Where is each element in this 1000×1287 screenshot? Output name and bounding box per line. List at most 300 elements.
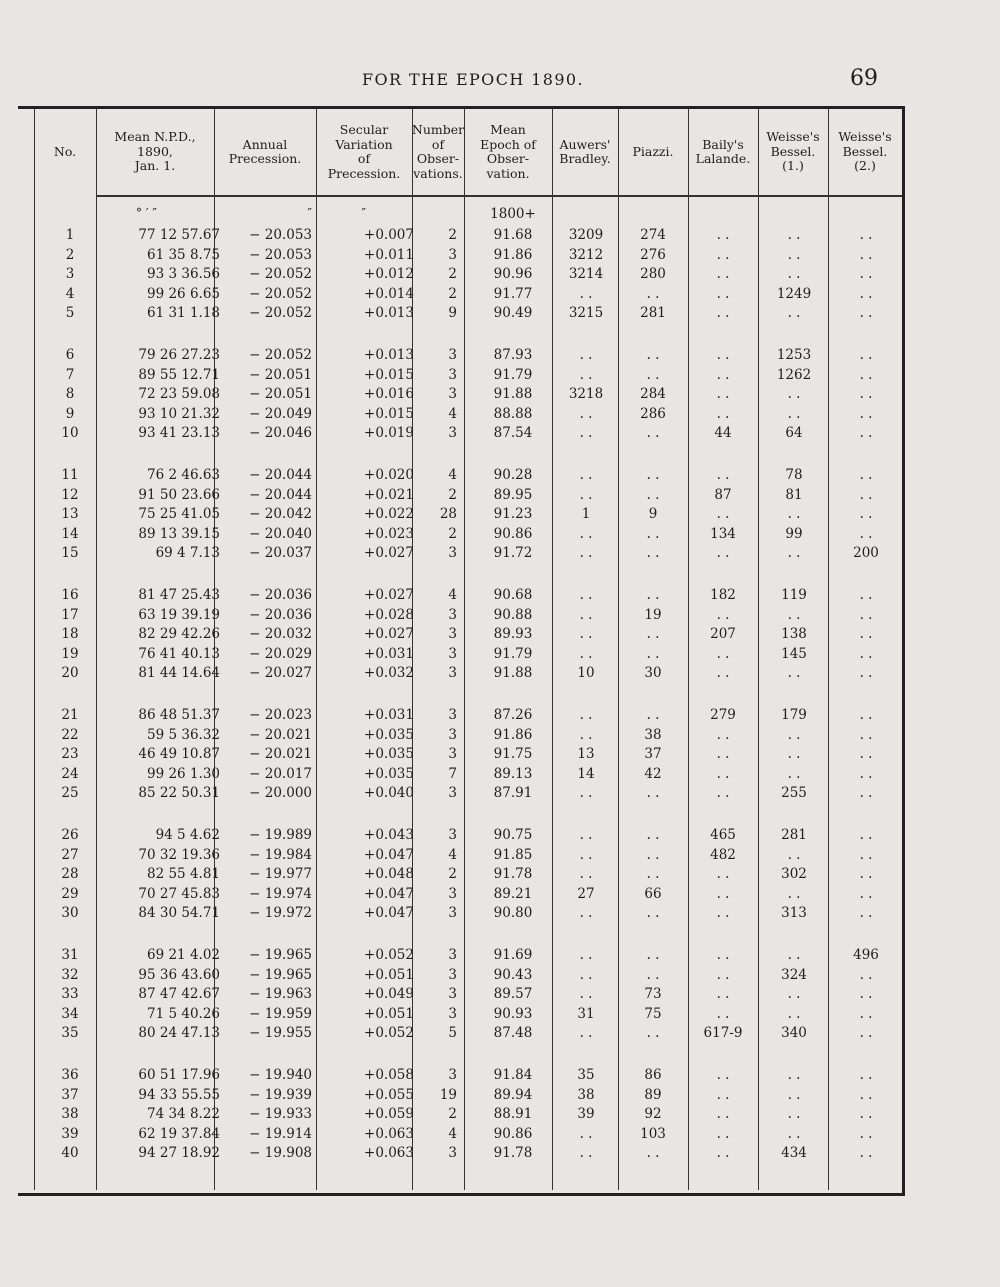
piazzi-cell: . .: [646, 545, 660, 562]
weisse-bessel-2-cell: . .: [859, 785, 873, 802]
mean-npd-cell: 94 33 55.55: [138, 1086, 220, 1103]
col-header-weisse-bessel-2: Weisse's Bessel. (2.): [838, 129, 892, 174]
mean-npd-cell: 70 32 19.36: [138, 846, 220, 863]
secular-variation-cell: +0.032: [364, 665, 414, 682]
secular-variation-cell: +0.035: [364, 746, 414, 763]
secular-variation-cell: +0.063: [364, 1145, 414, 1162]
star-number-cell: 21: [61, 707, 79, 723]
table-row: [18, 827, 902, 847]
auwers-bradley-cell: . .: [579, 626, 593, 643]
npd-unit: ° ′ ″: [136, 206, 157, 220]
number-of-observations-cell: 2: [448, 1106, 457, 1123]
annual-precession-cell: − 19.965: [249, 947, 312, 963]
table-row: [18, 545, 902, 565]
secular-variation-cell: +0.015: [364, 366, 414, 383]
weisse-bessel-2-cell: . .: [859, 506, 873, 523]
star-number-cell: 19: [61, 645, 79, 662]
piazzi-cell: 103: [640, 1125, 666, 1142]
secular-variation-cell: +0.063: [364, 1125, 414, 1142]
baily-lalande-cell: 87: [714, 486, 732, 503]
weisse-bessel-2-cell: . .: [859, 846, 873, 863]
star-number-cell: 25: [61, 785, 79, 802]
star-number-cell: 6: [65, 347, 75, 363]
star-number-cell: 33: [61, 986, 79, 1003]
table-row: [18, 1067, 902, 1087]
star-number-cell: 34: [61, 1005, 79, 1022]
number-of-observations-cell: 19: [439, 1086, 457, 1103]
table-row: [18, 707, 902, 727]
star-number-cell: 31: [61, 947, 79, 963]
baily-lalande-cell: . .: [716, 246, 730, 263]
auwers-bradley-cell: 3215: [568, 305, 604, 322]
auwers-bradley-cell: . .: [579, 606, 593, 623]
weisse-bessel-2-cell: . .: [859, 986, 873, 1003]
mean-epoch-cell: 91.69: [493, 947, 533, 963]
mean-npd-cell: 81 44 14.64: [138, 665, 220, 682]
secular-variation-cell: +0.011: [364, 246, 414, 263]
table-row: [18, 607, 902, 627]
page-number: 69: [850, 66, 878, 91]
piazzi-cell: 75: [644, 1005, 662, 1022]
weisse-bessel-2-cell: . .: [859, 606, 873, 623]
weisse-bessel-1-cell: . .: [787, 885, 801, 902]
table-row: [18, 386, 902, 406]
mean-epoch-cell: 90.86: [493, 525, 533, 542]
baily-lalande-cell: . .: [716, 665, 730, 682]
mean-epoch-cell: 91.79: [493, 366, 533, 383]
table-row: [18, 986, 902, 1006]
auwers-bradley-cell: 1: [581, 506, 591, 523]
col-header-mean-epoch: Mean Epoch of Obser- vation.: [480, 122, 536, 181]
mean-epoch-cell: 89.95: [493, 486, 533, 503]
piazzi-cell: . .: [646, 366, 660, 383]
star-number-cell: 37: [61, 1086, 79, 1103]
baily-lalande-cell: . .: [716, 785, 730, 802]
number-of-observations-cell: 9: [448, 305, 457, 322]
col-header-piazzi: Piazzi.: [632, 143, 674, 159]
baily-lalande-cell: . .: [716, 1125, 730, 1142]
table-row: [18, 506, 902, 526]
star-number-cell: 4: [65, 285, 75, 302]
units-row: [18, 206, 902, 226]
star-number-cell: 12: [61, 486, 79, 503]
secular-variation-cell: +0.028: [364, 606, 414, 623]
secular-variation-cell: +0.052: [364, 947, 414, 963]
weisse-bessel-1-cell: . .: [787, 1086, 801, 1103]
piazzi-cell: 274: [640, 227, 666, 243]
secular-variation-cell: +0.051: [364, 966, 414, 983]
number-of-observations-cell: 3: [448, 1145, 457, 1162]
number-of-observations-cell: 3: [448, 386, 457, 403]
mean-epoch-cell: 87.26: [493, 707, 533, 723]
table-row: [18, 526, 902, 546]
col-header-secular-variation: Secular Variation of Precession.: [327, 122, 401, 181]
number-of-observations-cell: 3: [448, 785, 457, 802]
star-number-cell: 28: [61, 866, 79, 883]
number-of-observations-cell: 3: [448, 665, 457, 682]
baily-lalande-cell: 207: [710, 626, 736, 643]
table-row: [18, 227, 902, 247]
table-row: [18, 646, 902, 666]
weisse-bessel-1-cell: 119: [781, 587, 807, 603]
auwers-bradley-cell: 3209: [568, 227, 604, 243]
piazzi-cell: 66: [644, 885, 662, 902]
baily-lalande-cell: . .: [716, 905, 730, 922]
annual-precession-cell: − 19.955: [249, 1025, 312, 1042]
mean-epoch-cell: 91.68: [493, 227, 533, 243]
mean-npd-cell: 93 41 23.13: [138, 425, 220, 442]
annual-precession-cell: − 20.052: [249, 305, 312, 322]
secular-variation-cell: +0.047: [364, 846, 414, 863]
weisse-bessel-2-cell: . .: [859, 1125, 873, 1142]
mean-epoch-cell: 89.13: [493, 765, 533, 782]
mean-npd-cell: 89 55 12.71: [138, 366, 220, 383]
star-number-cell: 27: [61, 846, 79, 863]
table-row: [18, 905, 902, 925]
annual-precession-cell: − 20.027: [249, 665, 312, 682]
auwers-bradley-cell: 39: [577, 1106, 595, 1123]
secular-variation-cell: +0.020: [364, 467, 414, 483]
star-number-cell: 36: [61, 1067, 79, 1083]
auwers-bradley-cell: 13: [577, 746, 595, 763]
auwers-bradley-cell: 38: [577, 1086, 595, 1103]
secular-variation-cell: +0.021: [364, 486, 414, 503]
weisse-bessel-1-cell: 138: [781, 626, 807, 643]
table-row: [18, 1087, 902, 1107]
weisse-bessel-2-cell: . .: [859, 626, 873, 643]
weisse-bessel-2-cell: . .: [859, 386, 873, 403]
mean-epoch-cell: 91.23: [493, 506, 533, 523]
star-number-cell: 7: [65, 366, 75, 383]
number-of-observations-cell: 3: [448, 246, 457, 263]
baily-lalande-cell: . .: [716, 746, 730, 763]
table-row: [18, 746, 902, 766]
star-number-cell: 2: [65, 246, 75, 263]
baily-lalande-cell: . .: [716, 386, 730, 403]
auwers-bradley-cell: . .: [579, 1025, 593, 1042]
secular-variation-cell: +0.014: [364, 285, 414, 302]
weisse-bessel-1-cell: 1262: [776, 366, 812, 383]
weisse-bessel-1-cell: . .: [787, 846, 801, 863]
star-number-cell: 1: [65, 227, 75, 243]
auwers-bradley-cell: . .: [579, 525, 593, 542]
star-number-cell: 20: [61, 665, 79, 682]
auwers-bradley-cell: . .: [579, 1145, 593, 1162]
weisse-bessel-2-cell: . .: [859, 525, 873, 542]
weisse-bessel-2-cell: . .: [859, 366, 873, 383]
table-row: [18, 367, 902, 387]
annual-precession-cell: − 19.984: [249, 846, 312, 863]
annual-precession-cell: − 20.023: [249, 707, 312, 723]
weisse-bessel-1-cell: 179: [781, 707, 807, 723]
weisse-bessel-1-cell: . .: [787, 1125, 801, 1142]
mean-npd-cell: 93 10 21.32: [138, 405, 220, 422]
number-of-observations-cell: 2: [448, 525, 457, 542]
mean-epoch-cell: 90.68: [493, 587, 533, 603]
auwers-bradley-cell: 35: [577, 1067, 595, 1083]
number-of-observations-cell: 3: [448, 947, 457, 963]
secular-variation-cell: +0.015: [364, 405, 414, 422]
number-of-observations-cell: 3: [448, 626, 457, 643]
star-number-cell: 23: [61, 746, 79, 763]
mean-epoch-cell: 91.84: [493, 1067, 533, 1083]
weisse-bessel-2-cell: . .: [859, 1025, 873, 1042]
baily-lalande-cell: . .: [716, 1106, 730, 1123]
annual-precession-cell: − 19.959: [249, 1005, 312, 1022]
piazzi-cell: . .: [646, 947, 660, 963]
number-of-observations-cell: 3: [448, 885, 457, 902]
star-number-cell: 30: [61, 905, 79, 922]
annual-precession-cell: − 19.914: [249, 1125, 312, 1142]
secular-variation-cell: +0.027: [364, 626, 414, 643]
mean-epoch-cell: 90.28: [493, 467, 533, 483]
mean-npd-cell: 95 36 43.60: [138, 966, 220, 983]
weisse-bessel-1-cell: . .: [787, 305, 801, 322]
weisse-bessel-1-cell: . .: [787, 986, 801, 1003]
number-of-observations-cell: 2: [448, 266, 457, 283]
mean-npd-cell: 89 13 39.15: [138, 525, 220, 542]
mean-epoch-cell: 91.88: [493, 386, 533, 403]
baily-lalande-cell: . .: [716, 347, 730, 363]
weisse-bessel-1-cell: . .: [787, 545, 801, 562]
col-header-no: No.: [53, 143, 77, 159]
number-of-observations-cell: 3: [448, 645, 457, 662]
weisse-bessel-2-cell: . .: [859, 966, 873, 983]
piazzi-cell: 92: [644, 1106, 662, 1123]
auwers-bradley-cell: 3218: [568, 386, 604, 403]
annual-precession-cell: − 20.052: [249, 347, 312, 363]
weisse-bessel-2-cell: . .: [859, 707, 873, 723]
weisse-bessel-2-cell: . .: [859, 347, 873, 363]
col-header-npd: Mean N.P.D., 1890, Jan. 1.: [114, 129, 196, 174]
piazzi-cell: 42: [644, 765, 662, 782]
mean-npd-cell: 82 55 4.81: [147, 866, 220, 883]
piazzi-cell: 19: [644, 606, 662, 623]
star-number-cell: 16: [61, 587, 79, 603]
annual-precession-cell: − 20.051: [249, 386, 312, 403]
auwers-bradley-cell: 31: [577, 1005, 595, 1022]
baily-lalande-cell: . .: [716, 266, 730, 283]
star-number-cell: 24: [61, 765, 79, 782]
table-row: [18, 1006, 902, 1026]
annual-precession-cell: − 20.036: [249, 587, 312, 603]
mean-npd-cell: 70 27 45.83: [138, 885, 220, 902]
weisse-bessel-2-cell: . .: [859, 425, 873, 442]
mean-npd-cell: 76 41 40.13: [138, 645, 220, 662]
piazzi-cell: . .: [646, 827, 660, 843]
baily-lalande-cell: . .: [716, 545, 730, 562]
star-number-cell: 8: [65, 386, 75, 403]
mean-npd-cell: 87 47 42.67: [138, 986, 220, 1003]
secular-variation-cell: +0.035: [364, 726, 414, 743]
mean-epoch-cell: 91.79: [493, 645, 533, 662]
secular-variation-cell: +0.035: [364, 765, 414, 782]
baily-lalande-cell: 465: [710, 827, 736, 843]
piazzi-cell: . .: [646, 1025, 660, 1042]
table-row: [18, 467, 902, 487]
secular-variation-cell: +0.052: [364, 1025, 414, 1042]
mean-epoch-cell: 89.57: [493, 986, 533, 1003]
mean-npd-cell: 82 29 42.26: [138, 626, 220, 643]
auwers-bradley-cell: . .: [579, 966, 593, 983]
col-header-baily-lalande: Baily's Lalande.: [695, 136, 751, 166]
secular-variation-cell: +0.019: [364, 425, 414, 442]
mean-epoch-cell: 90.49: [493, 305, 533, 322]
mean-npd-cell: 46 49 10.87: [138, 746, 220, 763]
star-number-cell: 11: [61, 467, 79, 483]
star-number-cell: 14: [61, 525, 79, 542]
weisse-bessel-2-cell: . .: [859, 486, 873, 503]
mean-epoch-cell: 87.48: [493, 1025, 533, 1042]
auwers-bradley-cell: . .: [579, 405, 593, 422]
weisse-bessel-2-cell: . .: [859, 665, 873, 682]
star-number-cell: 39: [61, 1125, 79, 1142]
weisse-bessel-2-cell: . .: [859, 645, 873, 662]
weisse-bessel-1-cell: . .: [787, 227, 801, 243]
header-rule: [96, 195, 902, 197]
weisse-bessel-1-cell: 340: [781, 1025, 807, 1042]
mean-npd-cell: 61 35 8.75: [147, 246, 220, 263]
annual-precession-cell: − 20.037: [249, 545, 312, 562]
weisse-bessel-1-cell: . .: [787, 506, 801, 523]
annual-precession-cell: − 19.972: [249, 905, 312, 922]
annual-precession-cell: − 20.051: [249, 366, 312, 383]
weisse-bessel-1-cell: . .: [787, 947, 801, 963]
auwers-bradley-cell: . .: [579, 425, 593, 442]
auwers-bradley-cell: . .: [579, 827, 593, 843]
star-number-cell: 38: [61, 1106, 79, 1123]
number-of-observations-cell: 3: [448, 347, 457, 363]
weisse-bessel-1-cell: 64: [785, 425, 803, 442]
annual-precession-cell: − 20.040: [249, 525, 312, 542]
mean-epoch-cell: 91.77: [493, 285, 533, 302]
mean-npd-cell: 94 27 18.92: [138, 1145, 220, 1162]
secular-variation-cell: +0.047: [364, 905, 414, 922]
weisse-bessel-2-cell: . .: [859, 467, 873, 483]
auwers-bradley-cell: . .: [579, 347, 593, 363]
baily-lalande-cell: . .: [716, 1005, 730, 1022]
auwers-bradley-cell: . .: [579, 947, 593, 963]
weisse-bessel-2-cell: . .: [859, 1145, 873, 1162]
mean-npd-cell: 76 2 46.63: [147, 467, 220, 483]
auwers-bradley-cell: . .: [579, 486, 593, 503]
weisse-bessel-2-cell: . .: [859, 726, 873, 743]
piazzi-cell: . .: [646, 966, 660, 983]
auwers-bradley-cell: . .: [579, 785, 593, 802]
baily-lalande-cell: . .: [716, 285, 730, 302]
annual-precession-cell: − 19.963: [249, 986, 312, 1003]
weisse-bessel-1-cell: . .: [787, 246, 801, 263]
mean-epoch-cell: 90.43: [493, 966, 533, 983]
weisse-bessel-2-cell: . .: [859, 885, 873, 902]
baily-lalande-cell: . .: [716, 1086, 730, 1103]
baily-lalande-cell: . .: [716, 305, 730, 322]
baily-lalande-cell: 182: [710, 587, 736, 603]
baily-lalande-cell: 134: [710, 525, 736, 542]
mean-npd-cell: 94 5 4.62: [155, 827, 220, 843]
annual-precession-cell: − 19.989: [249, 827, 312, 843]
running-title: FOR THE EPOCH 1890.: [362, 70, 584, 89]
annual-precession-cell: − 20.053: [249, 227, 312, 243]
table-row: [18, 347, 902, 367]
number-of-observations-cell: 4: [448, 405, 457, 422]
mean-epoch-cell: 87.54: [493, 425, 533, 442]
annual-precession-cell: − 20.032: [249, 626, 312, 643]
table-row: [18, 487, 902, 507]
annual-precession-cell: − 20.053: [249, 246, 312, 263]
auwers-bradley-cell: . .: [579, 645, 593, 662]
mean-npd-cell: 59 5 36.32: [147, 726, 220, 743]
baily-lalande-cell: . .: [716, 866, 730, 883]
number-of-observations-cell: 3: [448, 425, 457, 442]
annual-precession-cell: − 19.974: [249, 885, 312, 902]
mean-npd-cell: 93 3 36.56: [147, 266, 220, 283]
auwers-bradley-cell: . .: [579, 905, 593, 922]
secular-variation-cell: +0.016: [364, 386, 414, 403]
auwers-bradley-cell: . .: [579, 285, 593, 302]
number-of-observations-cell: 3: [448, 366, 457, 383]
auwers-bradley-cell: 27: [577, 885, 595, 902]
baily-lalande-cell: . .: [716, 467, 730, 483]
mean-epoch-cell: 90.93: [493, 1005, 533, 1022]
weisse-bessel-1-cell: . .: [787, 665, 801, 682]
table-row: [18, 665, 902, 685]
annual-precession-cell: − 20.036: [249, 606, 312, 623]
weisse-bessel-2-cell: . .: [859, 587, 873, 603]
number-of-observations-cell: 2: [448, 486, 457, 503]
table-row: [18, 266, 902, 286]
secular-variation-cell: +0.040: [364, 785, 414, 802]
number-of-observations-cell: 3: [448, 606, 457, 623]
auwers-bradley-cell: . .: [579, 587, 593, 603]
table-row: [18, 785, 902, 805]
baily-lalande-cell: . .: [716, 885, 730, 902]
weisse-bessel-2-cell: . .: [859, 866, 873, 883]
star-number-cell: 9: [65, 405, 75, 422]
secular-variation-cell: +0.013: [364, 347, 414, 363]
auwers-bradley-cell: . .: [579, 545, 593, 562]
piazzi-cell: 86: [644, 1067, 662, 1083]
mean-npd-cell: 60 51 17.96: [138, 1067, 220, 1083]
number-of-observations-cell: 3: [448, 707, 457, 723]
auwers-bradley-cell: . .: [579, 846, 593, 863]
number-of-observations-cell: 28: [439, 506, 457, 523]
secular-variation-cell: +0.031: [364, 707, 414, 723]
piazzi-cell: . .: [646, 707, 660, 723]
auwers-bradley-cell: 14: [577, 765, 595, 782]
auwers-bradley-cell: . .: [579, 707, 593, 723]
weisse-bessel-2-cell: . .: [859, 246, 873, 263]
star-number-cell: 5: [65, 305, 75, 322]
weisse-bessel-1-cell: . .: [787, 386, 801, 403]
weisse-bessel-1-cell: 145: [781, 645, 807, 662]
baily-lalande-cell: . .: [716, 765, 730, 782]
baily-lalande-cell: 279: [710, 707, 736, 723]
mean-epoch-cell: 87.91: [493, 785, 533, 802]
weisse-bessel-1-cell: . .: [787, 606, 801, 623]
piazzi-cell: . .: [646, 587, 660, 603]
piazzi-cell: 89: [644, 1086, 662, 1103]
mean-epoch-cell: 90.88: [493, 606, 533, 623]
number-of-observations-cell: 2: [448, 285, 457, 302]
secular-variation-cell: +0.059: [364, 1106, 414, 1123]
secular-variation-cell: +0.022: [364, 506, 414, 523]
weisse-bessel-1-cell: 302: [781, 866, 807, 883]
number-of-observations-cell: 3: [448, 1005, 457, 1022]
weisse-bessel-1-cell: 255: [781, 785, 807, 802]
secular-unit: ″: [361, 206, 366, 220]
secular-variation-cell: +0.012: [364, 266, 414, 283]
